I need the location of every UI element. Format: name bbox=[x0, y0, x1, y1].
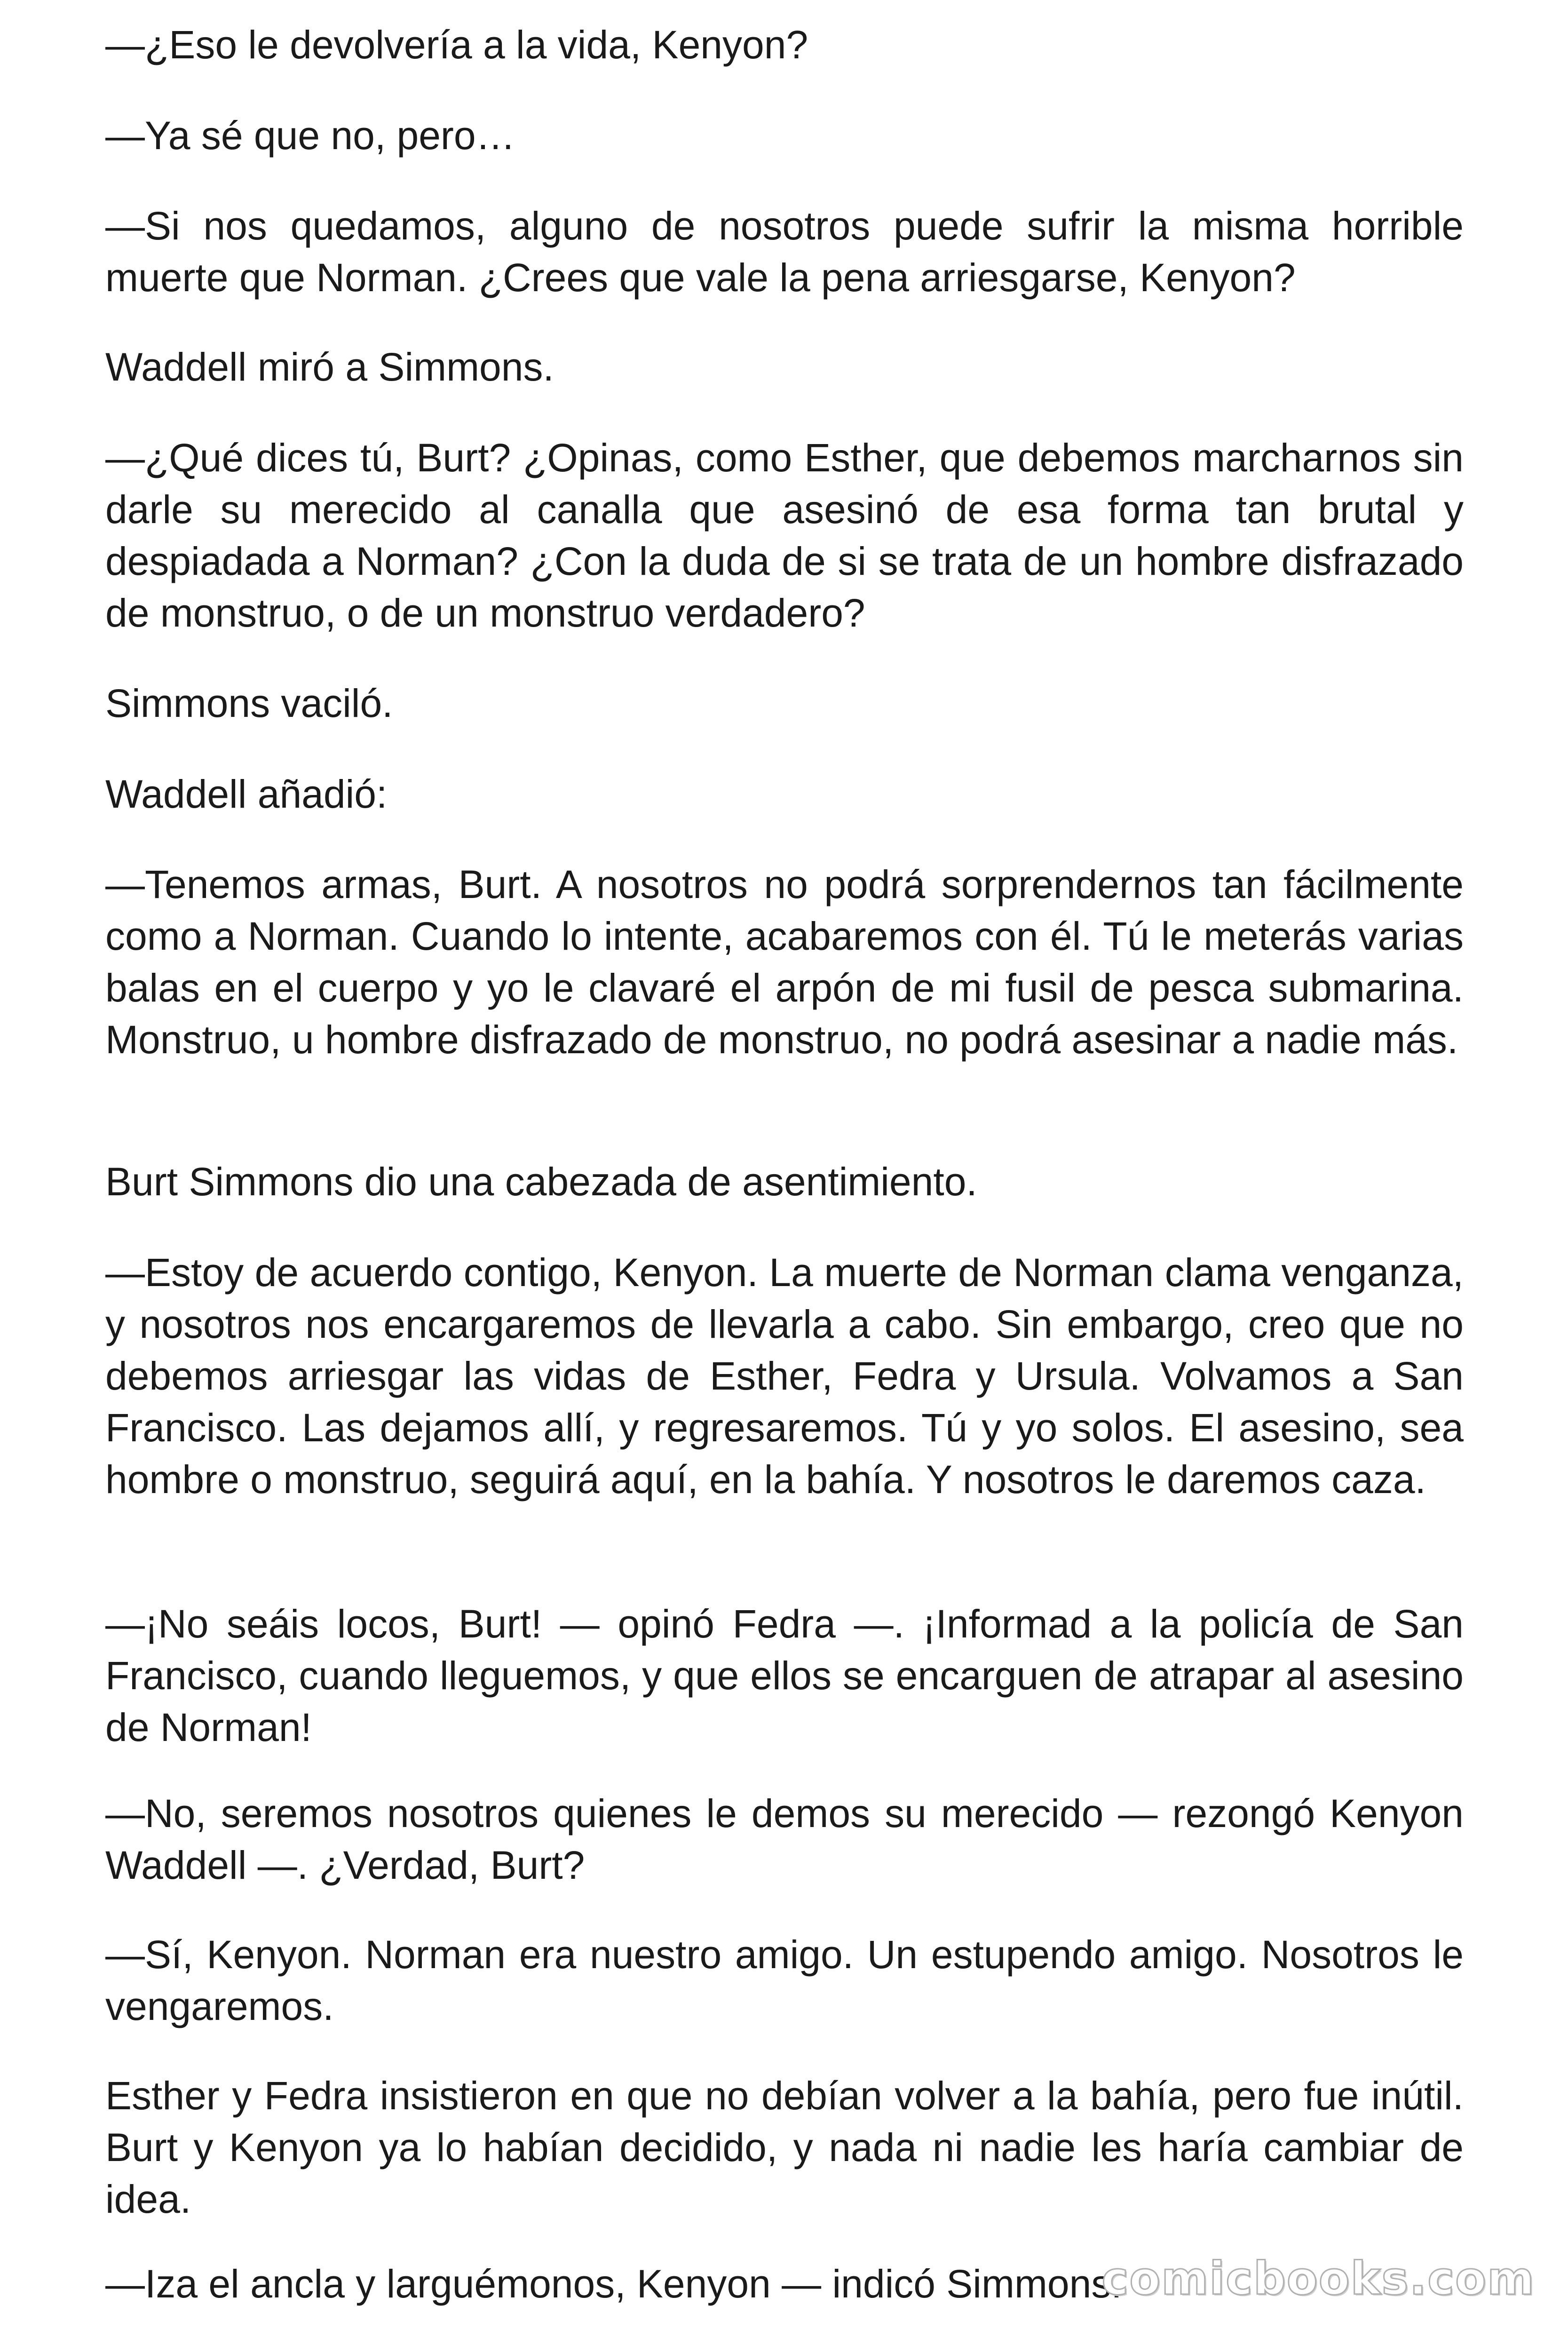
paragraph-9: Burt Simmons dio una cabezada de asentimiento. bbox=[105, 1160, 977, 1204]
paragraph-3: —Si nos quedamos, alguno de nosotros puede sufrir la misma horrible muerte que Norman. ¿Crees que vale la pena arriesgarse, Kenyon? bbox=[105, 204, 1464, 300]
paragraph-7: Waddell añadió: bbox=[105, 772, 388, 816]
paragraph-14: Esther y Fedra insistieron en que no debían volver a la bahía, pero fue inútil. Burt y Kenyon ya lo habían decidido, y nada ni nadie les haría cambiar de idea. bbox=[105, 2074, 1464, 2221]
paragraph-13: —Sí, Kenyon. Norman era nuestro amigo. Un estupendo amigo. Nosotros le vengaremos. bbox=[105, 1932, 1464, 2028]
paragraph-2: —Ya sé que no, pero… bbox=[105, 113, 515, 158]
paragraph-12: —No, seremos nosotros quienes le demos su merecido — rezongó Kenyon Waddell —. ¿Verdad, Burt? bbox=[105, 1791, 1464, 1887]
paragraph-6: Simmons vaciló. bbox=[105, 681, 393, 725]
paragraph-4: Waddell miró a Simmons. bbox=[105, 345, 554, 389]
paragraph-1: —¿Eso le devolvería a la vida, Kenyon? bbox=[105, 23, 808, 67]
paragraph-11: —¡No seáis locos, Burt! — opinó Fedra —. ¡Informad a la policía de San Francisco, cuando lleguemos, y que ellos se encarguen de atrapar al asesino de Norman! bbox=[105, 1602, 1464, 1749]
paragraph-10: —Estoy de acuerdo contigo, Kenyon. La muerte de Norman clama venganza, y nosotros nos encargaremos de llevarla a cabo. Sin embargo, creo que no debemos arriesgar las vidas de Esther, Fedra y Ursula. Volvamos a San Francisco. Las dejamos allí, y regresaremos. Tú y yo solos. El asesino, sea hombre o monstruo, seguirá aquí, en la bahía. Y nosotros le daremos caza. bbox=[105, 1250, 1464, 1502]
paragraph-15: —Iza el ancla y larguémonos, Kenyon — indicó Simmons. bbox=[105, 2262, 1122, 2306]
document-page bbox=[105, 0, 1464, 2352]
paragraph-8: —Tenemos armas, Burt. A nosotros no podrá sorprendernos tan fácilmente como a Norman. Cuando lo intente, acabaremos con él. Tú le meterás varias balas en el cuerpo y yo le clavaré el arpón de mi fusil de pesca submarina. Monstruo, u hombre disfrazado de monstruo, no podrá asesinar a nadie más. bbox=[105, 862, 1464, 1062]
watermark-logo: comicbooks.com bbox=[1101, 2252, 1535, 2305]
paragraph-5: —¿Qué dices tú, Burt? ¿Opinas, como Esther, que debemos marcharnos sin darle su merecido al canalla que asesinó de esa forma tan brutal y despiadada a Norman? ¿Con la duda de si se trata de un hombre disfrazado de monstruo, o de un monstruo verdadero? bbox=[105, 436, 1464, 635]
